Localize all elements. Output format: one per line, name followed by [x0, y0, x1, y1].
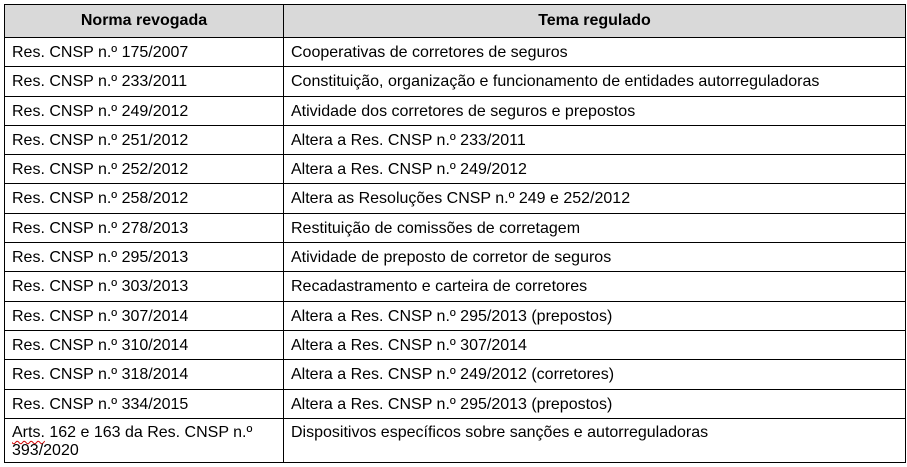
cell-tema: Recadastramento e carteira de corretores: [284, 272, 906, 301]
table-row: [5, 272, 906, 301]
cell-tema: Altera a Res. CNSP n.º 249/2012: [284, 155, 906, 184]
table-row: [5, 67, 906, 96]
cell-norma: Res. CNSP n.º 258/2012: [5, 184, 284, 213]
spellcheck-flagged-word: Arts.: [12, 423, 45, 441]
table-body: [5, 38, 906, 463]
cell-norma: Res. CNSP n.º 249/2012: [5, 96, 284, 125]
table-row: [5, 243, 906, 272]
cell-norma: Res. CNSP n.º 251/2012: [5, 125, 284, 154]
cell-tema: Constituição, organização e funcionamento de entidades autorreguladoras: [284, 67, 906, 96]
cell-tema: Atividade de preposto de corretor de seguros: [284, 243, 906, 272]
cell-tema: Altera a Res. CNSP n.º 233/2011: [284, 125, 906, 154]
cell-norma: Res. CNSP n.º 233/2011: [5, 67, 284, 96]
cell-tema: Altera a Res. CNSP n.º 295/2013 (prepostos): [284, 301, 906, 330]
table-row: [5, 330, 906, 359]
table-row: [5, 96, 906, 125]
cell-norma: Res. CNSP n.º 307/2014: [5, 301, 284, 330]
cell-tema: Altera a Res. CNSP n.º 307/2014: [284, 330, 906, 359]
cell-tema: Cooperativas de corretores de seguros: [284, 38, 906, 67]
cell-norma: Res. CNSP n.º 175/2007: [5, 38, 284, 67]
table-row: [5, 38, 906, 67]
table-row: [5, 360, 906, 389]
header-tema-regulado: Tema regulado: [284, 5, 906, 38]
table-row: [5, 125, 906, 154]
cell-norma: Res. CNSP n.º 303/2013: [5, 272, 284, 301]
table-row: [5, 213, 906, 242]
header-norma-revogada: Norma revogada: [5, 5, 284, 38]
cell-norma-rest: 162 e 163 da Res. CNSP n.º 393/2020: [12, 423, 253, 459]
cell-norma: Res. CNSP n.º 278/2013: [5, 213, 284, 242]
cell-norma: [5, 418, 284, 462]
table-row: [5, 389, 906, 418]
header-row: [5, 5, 906, 38]
cell-norma: Res. CNSP n.º 334/2015: [5, 389, 284, 418]
table-row: [5, 184, 906, 213]
cell-tema: Altera a Res. CNSP n.º 295/2013 (prepostos): [284, 389, 906, 418]
table-row: [5, 418, 906, 462]
cell-tema: Altera as Resoluções CNSP n.º 249 e 252/2012: [284, 184, 906, 213]
table-header: [5, 5, 906, 38]
cell-norma: Res. CNSP n.º 310/2014: [5, 330, 284, 359]
revoked-norms-table: [4, 4, 906, 463]
table-row: [5, 301, 906, 330]
cell-norma: Res. CNSP n.º 252/2012: [5, 155, 284, 184]
cell-norma: Res. CNSP n.º 318/2014: [5, 360, 284, 389]
cell-tema: Dispositivos específicos sobre sanções e autorreguladoras: [284, 418, 906, 462]
cell-norma: Res. CNSP n.º 295/2013: [5, 243, 284, 272]
cell-tema: Restituição de comissões de corretagem: [284, 213, 906, 242]
table-row: [5, 155, 906, 184]
cell-tema: Atividade dos corretores de seguros e prepostos: [284, 96, 906, 125]
cell-tema: Altera a Res. CNSP n.º 249/2012 (corretores): [284, 360, 906, 389]
